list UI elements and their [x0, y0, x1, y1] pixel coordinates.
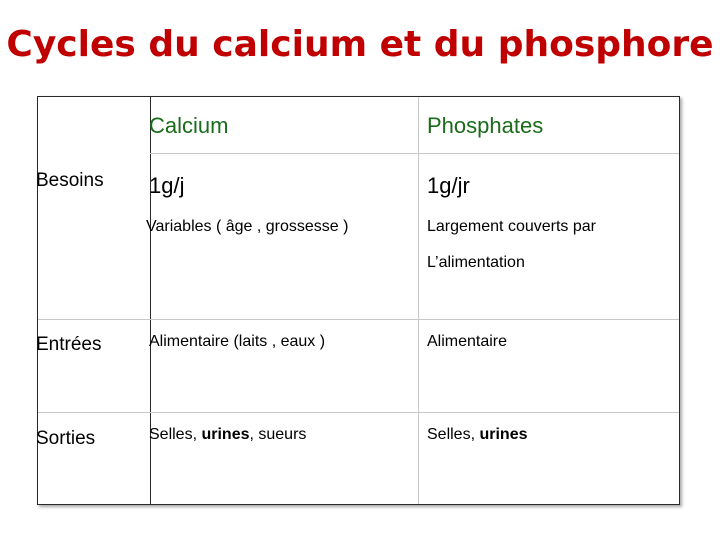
calcium-besoins-note: Variables ( âge , grossesse ) [146, 218, 349, 235]
phosphates-sorties-urines: urines [479, 426, 528, 443]
calcium-entrees-value: Alimentaire (laits , eaux ) [149, 333, 326, 350]
calcium-sorties-part1: Selles, [149, 426, 202, 443]
row-divider [150, 153, 679, 154]
phosphates-besoins-note-line2: L’alimentation [427, 254, 525, 271]
row-divider [38, 412, 679, 413]
phosphates-besoins-note-line1: Largement couverts par [427, 218, 596, 235]
phosphates-entrees-value: Alimentaire [427, 333, 508, 350]
comparison-table [37, 96, 680, 505]
calcium-sorties-part3: , sueurs [249, 426, 307, 443]
row-divider [38, 319, 679, 320]
column-divider [418, 97, 419, 504]
calcium-sorties-urines: urines [201, 426, 250, 443]
phosphates-sorties-part1: Selles, [427, 426, 480, 443]
row-label-besoins: Besoins [36, 170, 104, 191]
page-title: Cycles du calcium et du phosphore [6, 24, 714, 65]
row-label-sorties: Sorties [36, 428, 96, 449]
row-label-entrees: Entrées [36, 334, 102, 355]
phosphates-sorties-value [427, 426, 527, 444]
header-phosphates: Phosphates [427, 113, 544, 138]
calcium-besoins-value: 1g/j [149, 173, 185, 198]
header-calcium: Calcium [149, 113, 229, 138]
calcium-sorties-value [149, 426, 306, 444]
phosphates-besoins-value: 1g/jr [427, 173, 470, 198]
